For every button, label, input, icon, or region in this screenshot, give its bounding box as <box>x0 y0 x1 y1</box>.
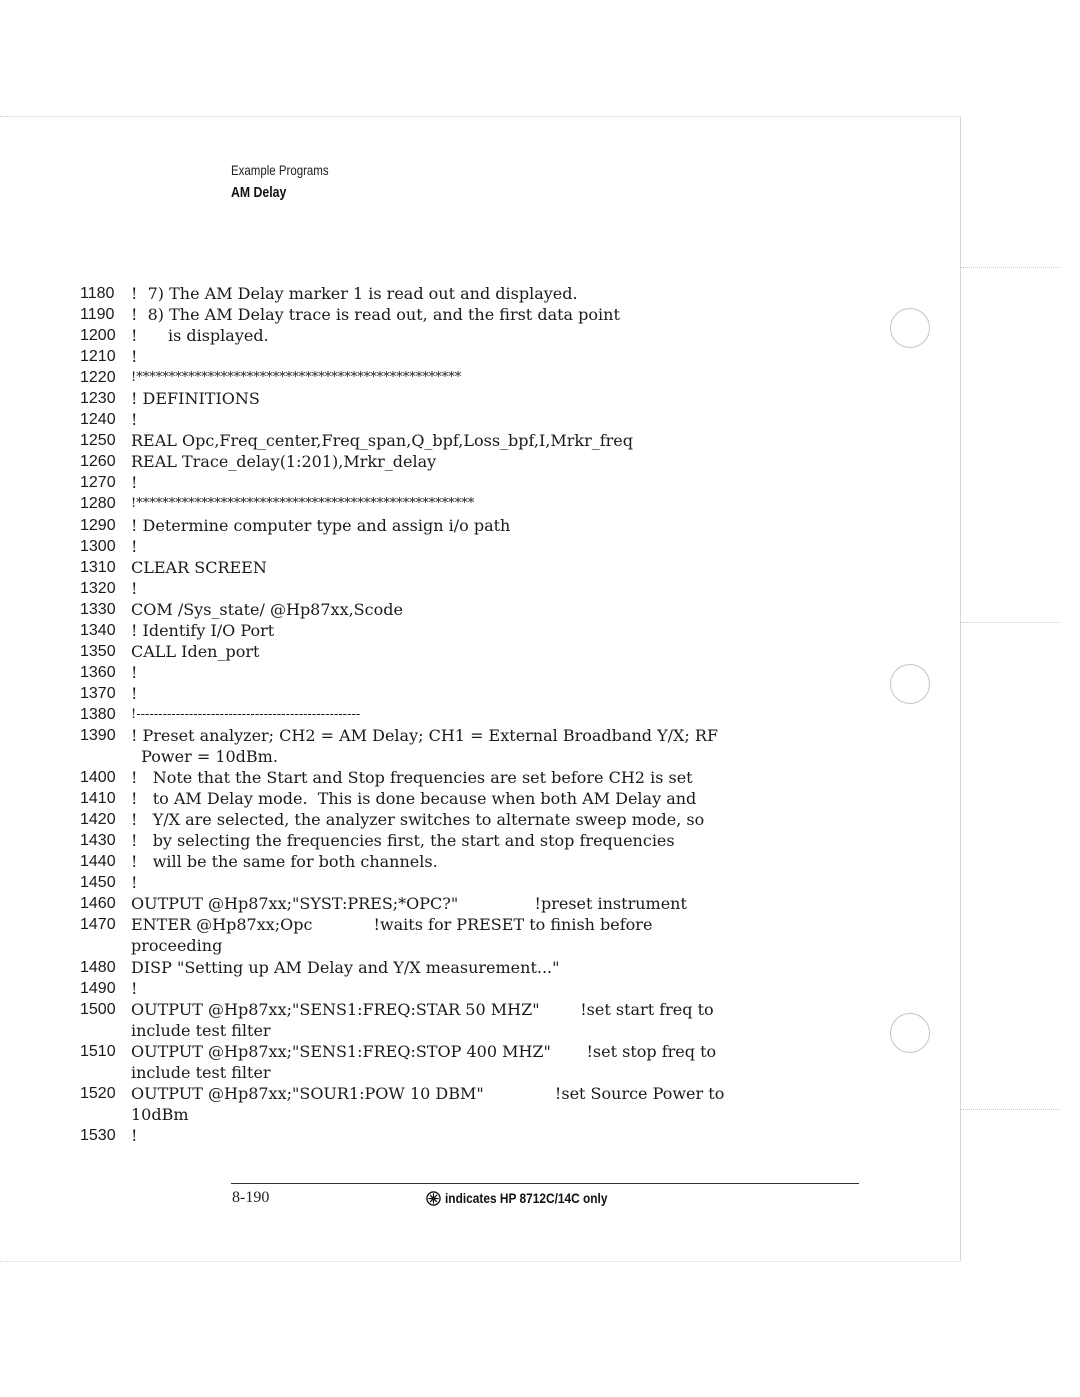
code-line <box>80 557 880 578</box>
code-line <box>80 1062 880 1083</box>
code-text: OUTPUT @Hp87xx;"SENS1:FREQ:STOP 400 MHZ" !set stop freq to <box>131 1041 717 1061</box>
line-number: 1440 <box>80 853 116 871</box>
code-line <box>80 1104 880 1125</box>
code-text: !**************************************************** <box>131 496 475 512</box>
code-line <box>80 1125 880 1146</box>
code-text: ! <box>131 978 138 998</box>
line-number: 1400 <box>80 769 116 787</box>
line-number: 1210 <box>80 348 116 366</box>
line-number: 1290 <box>80 516 116 534</box>
code-listing <box>80 283 880 1146</box>
code-text: ! 7) The AM Delay marker 1 is read out and displayed. <box>131 284 578 303</box>
code-text: ! <box>131 578 138 598</box>
code-line <box>80 283 880 304</box>
code-line <box>80 536 880 557</box>
scan-edge-top <box>0 116 960 117</box>
section-title: Example Programs <box>231 162 329 178</box>
code-line <box>80 578 880 599</box>
code-text: DISP "Setting up AM Delay and Y/X measurement..." <box>131 957 560 977</box>
code-line <box>80 367 880 388</box>
code-text: ! <box>131 1125 138 1145</box>
code-line <box>80 830 880 851</box>
line-number: 1460 <box>80 895 116 913</box>
line-number: 1360 <box>80 663 116 681</box>
code-text: ! Determine computer type and assign i/o path <box>131 515 511 535</box>
code-text: OUTPUT @Hp87xx;"SOUR1:POW 10 DBM" !set Source Power to <box>131 1083 725 1103</box>
code-line <box>80 325 880 346</box>
code-line <box>80 493 880 514</box>
line-number: 1420 <box>80 811 116 829</box>
code-line <box>80 935 880 956</box>
scan-edge-bottom <box>0 1261 960 1262</box>
line-number: 1520 <box>80 1084 116 1102</box>
binder-hole <box>890 664 930 704</box>
line-number: 1490 <box>80 979 116 997</box>
footer-note <box>426 1190 636 1206</box>
code-text: !************************************************** <box>131 370 462 386</box>
code-text: REAL Opc,Freq_center,Freq_span,Q_bpf,Loss_bpf,I,Mrkr_freq <box>131 431 634 451</box>
line-number: 1190 <box>80 306 115 324</box>
code-text: REAL Trace_delay(1:201),Mrkr_delay <box>131 452 437 472</box>
page-tab-line <box>960 622 1060 623</box>
code-text: ! is displayed. <box>131 326 269 346</box>
code-line <box>80 620 880 641</box>
line-number: 1350 <box>80 642 116 660</box>
line-number <box>80 935 131 956</box>
line-number: 1380 <box>80 705 116 723</box>
line-number: 1330 <box>80 600 116 618</box>
code-line <box>80 788 880 809</box>
code-text: proceeding <box>131 936 223 956</box>
binder-hole <box>890 1013 930 1053</box>
line-number: 1180 <box>80 285 115 302</box>
line-number: 1430 <box>80 832 116 850</box>
binder-hole <box>890 308 930 348</box>
line-number: 1230 <box>80 390 116 408</box>
code-text: COM /Sys_state/ @Hp87xx,Scode <box>131 599 403 619</box>
code-text: ! DEFINITIONS <box>131 389 260 409</box>
line-number: 1340 <box>80 621 116 639</box>
code-line <box>80 914 880 935</box>
code-text: 10dBm <box>131 1104 189 1124</box>
code-line <box>80 978 880 999</box>
code-text: include test filter <box>131 1020 271 1040</box>
line-number <box>80 746 131 767</box>
code-text: ! Preset analyzer; CH2 = AM Delay; CH1 = External Broadband Y/X; RF <box>131 725 719 745</box>
code-text: ! to AM Delay mode. This is done because when both AM Delay and <box>131 789 697 809</box>
code-line <box>80 683 880 704</box>
line-number <box>80 1062 131 1083</box>
code-line <box>80 957 880 978</box>
code-line <box>80 346 880 367</box>
line-number: 1500 <box>80 1000 116 1018</box>
code-text: ! Y/X are selected, the analyzer switches to alternate sweep mode, so <box>131 810 705 830</box>
line-number: 1450 <box>80 874 116 892</box>
code-line <box>80 767 880 788</box>
code-line <box>80 851 880 872</box>
line-number: 1250 <box>80 432 116 450</box>
code-line <box>80 1083 880 1104</box>
code-text: ! by selecting the frequencies first, the start and stop frequencies <box>131 831 675 851</box>
code-text: include test filter <box>131 1062 271 1082</box>
code-text: ! Identify I/O Port <box>131 620 275 640</box>
code-text: ! Note that the Start and Stop frequencies are set before CH2 is set <box>131 768 693 788</box>
code-line <box>80 388 880 409</box>
code-text: !--------------------------------------------------- <box>131 706 361 722</box>
code-text: ! <box>131 662 138 682</box>
code-line <box>80 430 880 451</box>
page-tab-line <box>960 1109 1060 1110</box>
footer-rule <box>231 1183 859 1184</box>
code-line <box>80 746 880 767</box>
line-number <box>80 1020 131 1041</box>
line-number: 1470 <box>80 916 116 934</box>
line-number: 1220 <box>80 369 116 387</box>
code-line <box>80 409 880 430</box>
code-line <box>80 451 880 472</box>
scan-edge-right <box>960 116 961 1261</box>
line-number: 1530 <box>80 1126 116 1144</box>
code-line <box>80 999 880 1020</box>
code-text: ENTER @Hp87xx;Opc !waits for PRESET to finish before <box>131 915 653 935</box>
code-text: CLEAR SCREEN <box>131 557 267 577</box>
code-line <box>80 599 880 620</box>
line-number <box>80 1104 131 1125</box>
code-text: ! 8) The AM Delay trace is read out, and the first data point <box>131 305 620 325</box>
hp-8712c-14c-badge-icon <box>426 1191 441 1206</box>
line-number: 1280 <box>80 495 116 513</box>
line-number: 1310 <box>80 558 116 576</box>
code-line <box>80 641 880 662</box>
line-number: 1510 <box>80 1042 116 1060</box>
page-number: 8-190 <box>232 1189 270 1206</box>
code-text: CALL Iden_port <box>131 641 260 661</box>
page-tab-line <box>960 267 1060 268</box>
footer-note-text: indicates HP 8712C/14C only <box>445 1190 608 1206</box>
code-line <box>80 662 880 683</box>
code-line <box>80 704 880 725</box>
code-text: ! will be the same for both channels. <box>131 852 438 872</box>
code-line <box>80 872 880 893</box>
subsection-title: AM Delay <box>231 184 287 201</box>
code-line <box>80 515 880 536</box>
code-line <box>80 1020 880 1041</box>
code-line <box>80 1041 880 1062</box>
line-number: 1370 <box>80 684 116 702</box>
line-number: 1390 <box>80 726 116 744</box>
line-number: 1240 <box>80 411 116 429</box>
line-number: 1300 <box>80 537 116 555</box>
line-number: 1200 <box>80 327 116 345</box>
code-line <box>80 304 880 325</box>
line-number: 1270 <box>80 474 116 492</box>
code-text: ! <box>131 873 138 893</box>
code-text: ! <box>131 536 138 556</box>
line-number: 1480 <box>80 958 116 976</box>
code-text: ! <box>131 410 138 430</box>
code-text: ! <box>131 347 138 367</box>
code-text: OUTPUT @Hp87xx;"SYST:PRES;*OPC?" !preset instrument <box>131 894 687 914</box>
code-line <box>80 472 880 493</box>
running-header <box>231 162 350 201</box>
line-number: 1320 <box>80 579 116 597</box>
line-number: 1410 <box>80 790 116 808</box>
code-text: ! <box>131 683 138 703</box>
code-text: Power = 10dBm. <box>131 747 278 767</box>
code-line <box>80 809 880 830</box>
code-text: OUTPUT @Hp87xx;"SENS1:FREQ:STAR 50 MHZ" !set start freq to <box>131 999 714 1019</box>
code-line <box>80 893 880 914</box>
code-line <box>80 725 880 746</box>
line-number: 1260 <box>80 453 116 471</box>
code-text: ! <box>131 473 138 493</box>
